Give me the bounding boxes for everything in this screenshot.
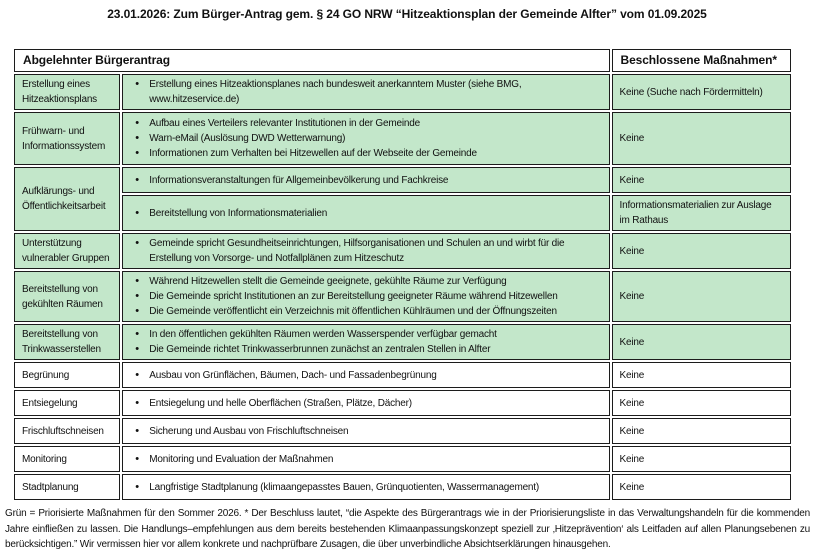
table-header-row	[14, 49, 791, 72]
petition-items-cell	[122, 74, 609, 110]
petition-item: • Entsiegelung und helle Oberflächen (Straßen, Plätze, Dächer)	[125, 396, 602, 411]
petition-items-cell	[122, 195, 609, 231]
decision-cell: Keine	[612, 271, 791, 322]
petition-item: • Die Gemeinde spricht Institutionen an zur Bereitstellung geeigneter Räume während Hitzewellen	[125, 289, 602, 304]
table-row-monitoring	[14, 446, 791, 472]
table-row-unsealing	[14, 390, 791, 416]
petition-items-cell	[122, 233, 609, 269]
category-cell: Unterstützung vulnerabler Gruppen	[14, 233, 120, 269]
table-row-public-relations-b	[14, 195, 791, 231]
column-header-rejected-petition: Abgelehnter Bürgerantrag	[14, 49, 610, 72]
decision-cell: Keine	[612, 112, 791, 165]
petition-items-cell	[122, 112, 609, 165]
category-cell: Entsiegelung	[14, 390, 120, 416]
petition-items-cell	[122, 271, 609, 322]
category-cell: Frühwarn- und Informationssystem	[14, 112, 120, 165]
petition-item: • Monitoring und Evaluation der Maßnahmen	[125, 452, 602, 467]
table-row-cooled-rooms	[14, 271, 791, 322]
decision-cell: Keine	[612, 446, 791, 472]
petition-item: • Ausbau von Grünflächen, Bäumen, Dach- und Fassadenbegrünung	[125, 368, 602, 383]
table-row-early-warning	[14, 112, 791, 165]
petition-item: • Sicherung und Ausbau von Frischluftschneisen	[125, 424, 602, 439]
petition-items-cell	[122, 390, 609, 416]
petition-items-cell	[122, 362, 609, 388]
decision-cell: Keine	[612, 362, 791, 388]
decision-cell: Keine	[612, 474, 791, 500]
category-cell: Monitoring	[14, 446, 120, 472]
petition-item: • Erstellung eines Hitzeaktionsplanes nach bundesweit anerkanntem Muster (siehe BMG, www.hitzeservice.de)	[125, 77, 602, 107]
category-cell: Begrünung	[14, 362, 120, 388]
decision-cell: Keine (Suche nach Fördermitteln)	[612, 74, 791, 110]
table-row-drinking-water	[14, 324, 791, 360]
decision-cell: Keine	[612, 390, 791, 416]
column-header-decided-measures: Beschlossene Maßnahmen*	[612, 49, 791, 72]
petition-items-cell	[122, 418, 609, 444]
petition-items-cell	[122, 446, 609, 472]
table-row-heat-action-plan	[14, 74, 791, 110]
petition-item: • Warn-eMail (Auslösung DWD Wetterwarnung)	[125, 131, 602, 146]
petition-item: • Die Gemeinde richtet Trinkwasserbrunnen zunächst an zentralen Stellen in Alfter	[125, 342, 602, 357]
table-row-vulnerable-groups	[14, 233, 791, 269]
petition-item: • Die Gemeinde veröffentlicht ein Verzeichnis mit öffentlichen Kühlräumen und der Öffnungszeiten	[125, 304, 602, 319]
footnote: Grün = Priorisierte Maßnahmen für den Sommer 2026. * Der Beschluss lautet, “die Aspekte des Bürgerantrags wie in der Priorisierungsliste in das Verwaltungshandeln für die kommenden Jahre einfließen zu lassen. Die Handlungs–empfehlungen aus dem bereits bestehenden Klimaanpassungskonzept speziell zur ‚Hitzeprävention‘ als Leitfaden auf allen Planungsebenen zu berücksichtigen.” Wir vermissen hier vor allem konkrete und nachprüfbare Zusagen, die über unverbindliche Absichtserklärungen hinausgehen.	[5, 508, 810, 549]
petition-item: • Informationen zum Verhalten bei Hitzewellen auf der Webseite der Gemeinde	[125, 146, 602, 161]
petition-item: • Aufbau eines Verteilers relevanter Institutionen in der Gemeinde	[125, 116, 602, 131]
table-row-public-relations-a	[14, 167, 791, 193]
category-cell: Bereitstellung von gekühlten Räumen	[14, 271, 120, 322]
petition-item: • Während Hitzewellen stellt die Gemeinde geeignete, gekühlte Räume zur Verfügung	[125, 274, 602, 289]
category-cell: Erstellung eines Hitzeaktionsplans	[14, 74, 120, 110]
table-row-fresh-air-corridors	[14, 418, 791, 444]
petition-items-cell	[122, 167, 609, 193]
table-row-urban-planning	[14, 474, 791, 500]
petition-item: • Langfristige Stadtplanung (klimaangepasstes Bauen, Grünquotienten, Wassermanagement)	[125, 480, 602, 495]
measures-table	[12, 47, 793, 502]
petition-items-cell	[122, 474, 609, 500]
decision-cell: Informationsmaterialien zur Auslage im Rathaus	[612, 195, 791, 231]
petition-item: • In den öffentlichen gekühlten Räumen werden Wasserspender verfügbar gemacht	[125, 327, 602, 342]
petition-item: • Bereitstellung von Informationsmaterialien	[125, 206, 602, 221]
category-cell: Frischluftschneisen	[14, 418, 120, 444]
page-title: 23.01.2026: Zum Bürger-Antrag gem. § 24 GO NRW “Hitzeaktionsplan der Gemeinde Alfter” vom 01.09.2025	[107, 7, 707, 21]
decision-cell: Keine	[612, 233, 791, 269]
decision-cell: Keine	[612, 418, 791, 444]
decision-cell: Keine	[612, 167, 791, 193]
category-cell: Stadtplanung	[14, 474, 120, 500]
table-row-greening	[14, 362, 791, 388]
decision-cell: Keine	[612, 324, 791, 360]
petition-items-cell	[122, 324, 609, 360]
category-cell: Aufklärungs- und Öffentlichkeitsarbeit	[14, 167, 120, 231]
petition-item: • Gemeinde spricht Gesundheitseinrichtungen, Hilfsorganisationen und Schulen an und wirbt für die Erstellung von Vorsorge- und Notfallplänen zum Hitzeschutz	[125, 236, 602, 266]
petition-item: • Informationsveranstaltungen für Allgemeinbevölkerung und Fachkreise	[125, 173, 602, 188]
document-page	[0, 7, 814, 549]
category-cell: Bereitstellung von Trinkwasserstellen	[14, 324, 120, 360]
